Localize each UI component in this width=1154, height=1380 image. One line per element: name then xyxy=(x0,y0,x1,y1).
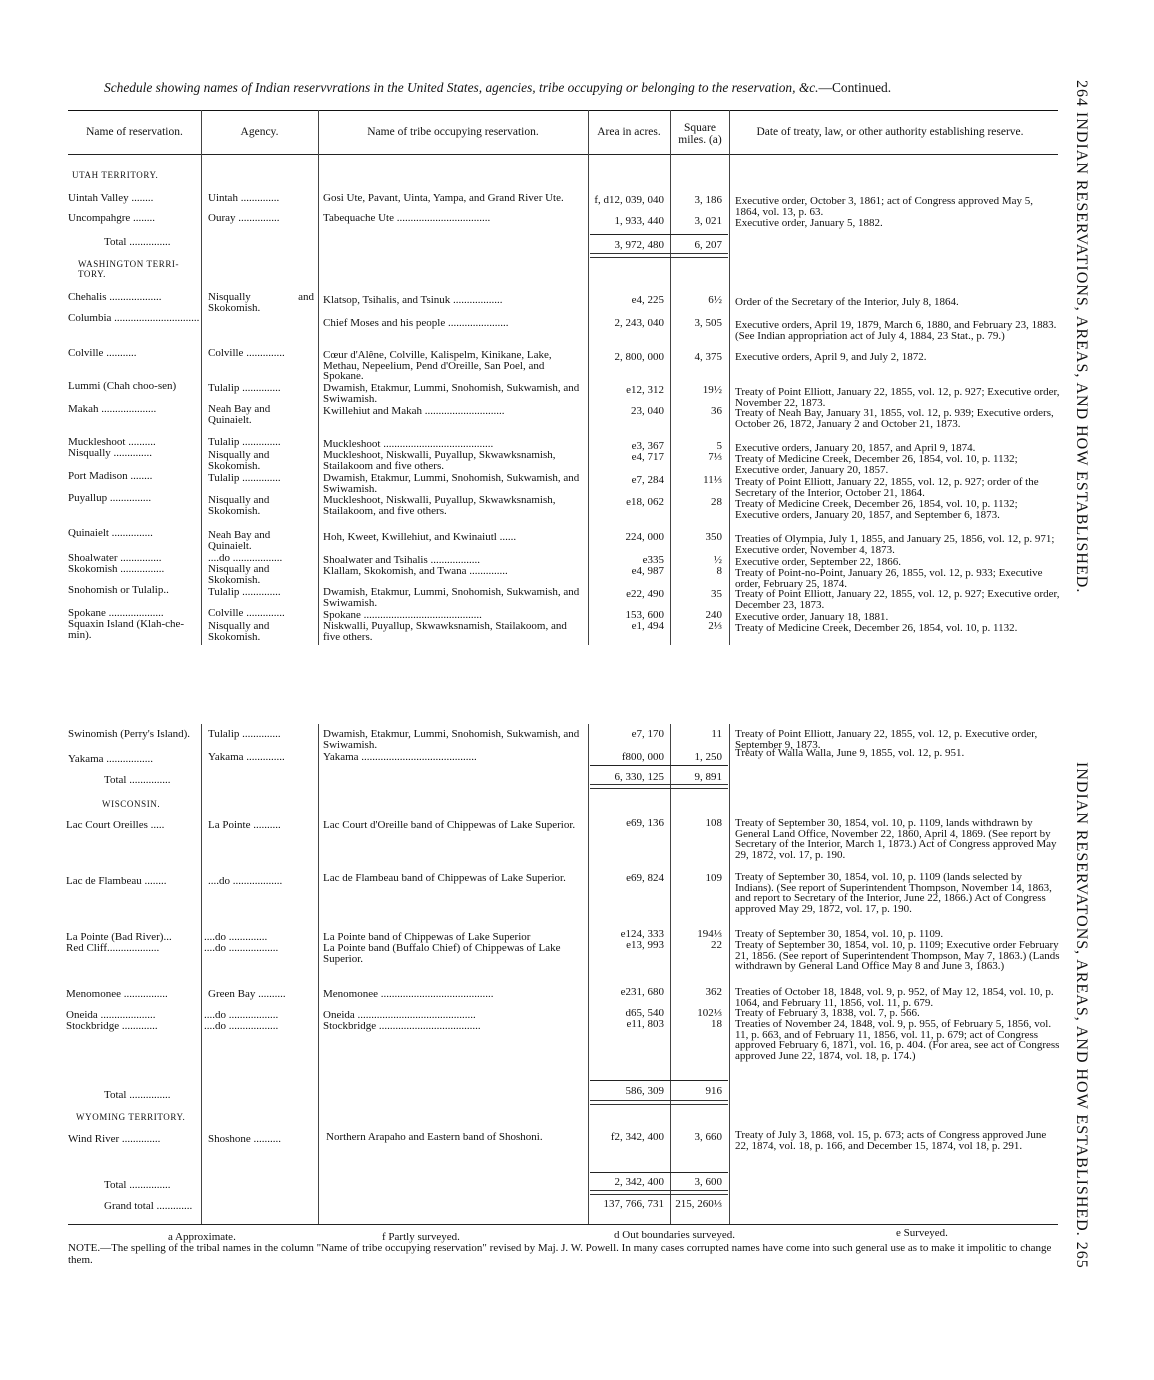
area-acres: e18, 062 xyxy=(626,496,664,508)
tribe: Oneida ........................................... xyxy=(323,1009,476,1021)
square-miles: 1, 250 xyxy=(694,751,722,763)
agency: ....do .................. xyxy=(204,1020,279,1032)
tribe: Dwamish, Etakmur, Lummi, Snohomish, Sukwamish, and Swiwamish. xyxy=(323,728,580,751)
tribe: Muckleshoot, Niskwalli, Puyallup, Skwawksnamish, Stailakoom, and five others. xyxy=(323,494,556,517)
square-miles: 3, 186 xyxy=(694,194,722,206)
reservation-name: Puyallup ............... xyxy=(68,492,152,504)
section-header-utah: UTAH TERRITORY. xyxy=(72,170,159,180)
reservation-name: Uintah Valley ........ xyxy=(68,192,154,204)
square-miles: 240 xyxy=(705,609,722,621)
square-miles-total: 916 xyxy=(705,1085,722,1097)
agency: Uintah .............. xyxy=(208,192,280,204)
header-rule xyxy=(68,154,1058,155)
area-acres: 224, 000 xyxy=(625,531,664,543)
tribe: Menomonee ......................................... xyxy=(323,988,494,1000)
section-header-washington: WASHINGTON TERRI- TORY. xyxy=(78,259,180,279)
reservation-name: Columbia ............................... xyxy=(68,312,200,324)
square-miles: 3, 660 xyxy=(694,1131,722,1143)
total-label: Total ............... xyxy=(104,1089,171,1101)
reservation-name: Menomonee ................ xyxy=(66,988,168,1000)
square-miles: 8 xyxy=(716,565,722,577)
tribe: Kwillehiut and Makah ............................. xyxy=(323,405,505,417)
agency: La Pointe .......... xyxy=(208,819,281,831)
area-acres: 2, 800, 000 xyxy=(614,351,664,363)
total-label: Total ............... xyxy=(104,774,171,786)
area-total: 6, 330, 125 xyxy=(614,771,664,783)
col-divider xyxy=(318,110,319,645)
col-header-area: Area in acres. xyxy=(597,126,661,138)
agency: Ouray ............... xyxy=(208,212,280,224)
reservation-name: Red Cliff................... xyxy=(66,942,160,954)
tribe: Muckleshoot ........................................ xyxy=(323,438,494,450)
authority: Order of the Secretary of the Interior, July 8, 1864. xyxy=(735,296,959,308)
authority: Treaty of July 3, 1868, vol. 15, p. 673; acts of Congress approved June 22, 1874, vol. 18, p. 166, and December 15, 1874, vol 18, p. 291. xyxy=(735,1129,1047,1152)
reservation-name: Colville ........... xyxy=(68,347,137,359)
authority: Treaty of Medicine Creek, December 26, 1854, vol. 10, p. 1132; Executive orders, January 20, 1857, and September 6, 1873. xyxy=(735,498,1018,521)
reservation-name: La Pointe (Bad River)... xyxy=(66,931,172,943)
area-acres: e124, 333 xyxy=(620,928,664,940)
square-miles: 4, 375 xyxy=(694,351,722,363)
area-acres: e3, 367 xyxy=(631,440,664,452)
reservation-name: Lac de Flambeau ........ xyxy=(66,875,167,887)
total-double-rule xyxy=(590,784,728,789)
agency: Nisqually and Skokomish. xyxy=(208,563,270,586)
authority: Treaty of Medicine Creek, December 26, 1854, vol. 10, p. 1132. xyxy=(735,622,1018,634)
square-miles: 3, 021 xyxy=(694,215,722,227)
agency: Shoshone .......... xyxy=(208,1133,282,1145)
agency: Nisqually and Skokomish. xyxy=(208,494,270,517)
authority: Treaties of November 24, 1848, vol. 9, p. 955, of February 5, 1856, vol. 11, p. 663, and of February 11, 1856, vol. 11, p. 679; act of Congress approved February 6, 1871, vol. 16, p. 404. (For area, see act of Congress approved June 22, 1874, vol. 18, p. 174.) xyxy=(735,1018,1060,1062)
running-head-top: 264 INDIAN RESERVATIONS, AREAS, AND HOW ESTABLISHED. xyxy=(1073,80,1090,594)
authority: Treaty of Walla Walla, June 9, 1855, vol. 12, p. 951. xyxy=(735,747,965,759)
square-miles: 11 xyxy=(711,728,722,740)
area-acres: 1, 933, 440 xyxy=(614,215,664,227)
square-miles-total: 3, 600 xyxy=(694,1176,722,1188)
authority: Treaty of September 30, 1854, vol. 10, p. 1109, lands withdrawn by General Land Office, November 22, 1860, April 4, 1869. (See report by Secretary of the Interior, March 1, 1873.) Act of Congress approved May 29, 1872, vol. 17, p. 190. xyxy=(735,817,1057,861)
area-acres: 153, 600 xyxy=(625,609,664,621)
area-acres: e12, 312 xyxy=(626,384,664,396)
tribe: La Pointe band of Chippewas of Lake Superior xyxy=(323,931,531,943)
authority: Treaty of Neah Bay, January 31, 1855, vol. 12, p. 939; Executive orders, October 26, 1872, January 2 and October 21, 1873. xyxy=(735,407,1054,430)
section-header-wisconsin: WISCONSIN. xyxy=(102,799,161,809)
tribe: Northern Arapaho and Eastern band of Shoshoni. xyxy=(326,1131,543,1143)
agency: Tulalip .............. xyxy=(208,436,281,448)
tribe: Hoh, Kweet, Kwillehiut, and Kwinaiutl ...... xyxy=(323,531,517,543)
square-miles-grand-total: 215, 260⅓ xyxy=(675,1198,722,1210)
table-bottom-rule xyxy=(68,1224,1058,1225)
section-header-wyoming: WYOMING TERRITORY. xyxy=(76,1112,186,1122)
area-acres: e4, 717 xyxy=(631,451,664,463)
square-miles: 7⅓ xyxy=(708,451,722,463)
total-label: Total ............... xyxy=(104,1179,171,1191)
square-miles: 35 xyxy=(711,588,722,600)
footnote-f: f Partly surveyed. xyxy=(382,1231,460,1243)
authority: Treaties of October 18, 1848, vol. 9, p. 952, of May 12, 1854, vol. 10, p. 1064, and February 11, 1856, vol. 11, p. 679. xyxy=(735,986,1054,1009)
area-acres: e4, 987 xyxy=(631,565,664,577)
authority: Treaty of September 30, 1854, vol. 10, p. 1109; Executive order February 21, 1856. (See report of Superintendent Thompson, May 7, 1863.) (Lands withdrawn by General Land Office May 8 and June 3, 1863.) xyxy=(735,939,1060,972)
tribe: Chief Moses and his people ...................... xyxy=(323,317,509,329)
area-acres: e231, 680 xyxy=(620,986,664,998)
square-miles: 18 xyxy=(711,1018,722,1030)
square-miles: 36 xyxy=(711,405,722,417)
authority: Treaty of Point Elliott, January 22, 1855, vol. 12, p. 927; order of the Secretary of the Interior, October 21, 1864. xyxy=(735,476,1039,499)
col-header-name: Name of reservation. xyxy=(86,126,183,138)
agency: Neah Bay and Quinaielt. xyxy=(208,529,271,552)
square-miles: 19½ xyxy=(702,384,722,396)
authority: Treaties of Olympia, July 1, 1855, and January 25, 1856, vol. 12, p. 971; Executive order, November 4, 1873. xyxy=(735,533,1055,556)
caption-continued: —Continued. xyxy=(818,80,892,95)
tribe: Klallam, Skokomish, and Twana .............. xyxy=(323,565,508,577)
square-miles: 5 xyxy=(716,440,722,452)
area-acres: 23, 040 xyxy=(631,405,664,417)
tribe: Spokane ........................................... xyxy=(323,609,482,621)
area-acres: e13, 993 xyxy=(626,939,664,951)
table-top-rule xyxy=(68,110,1058,111)
reservation-name: Snohomish or Tulalip.. xyxy=(68,584,169,596)
total-rule xyxy=(590,1080,728,1081)
tribe: Gosi Ute, Pavant, Uinta, Yampa, and Grand River Ute. xyxy=(323,192,564,204)
reservation-name: Port Madison ........ xyxy=(68,470,153,482)
authority: Treaty of February 3, 1838, vol. 7, p. 566. xyxy=(735,1007,920,1019)
agency: Tulalip .............. xyxy=(208,382,281,394)
reservation-name: Squaxin Island (Klah-che-min). xyxy=(68,618,185,641)
square-miles: 194⅓ xyxy=(697,928,722,940)
square-miles: ½ xyxy=(713,554,722,566)
reservation-name: Uncompahgre ........ xyxy=(68,212,156,224)
total-rule xyxy=(590,1172,728,1173)
square-miles: 350 xyxy=(705,531,722,543)
spelling-note: NOTE.—The spelling of the tribal names in the column "Name of tribe occupying reservation" revised by Maj. J. W. Powell. In many cases corrupted names have come into such general use as to make it impolitic to change them. xyxy=(68,1242,1052,1266)
authority: Treaty of Point-no-Point, January 26, 1855, vol. 12, p. 933; Executive order, February 25, 1874. xyxy=(735,567,1043,590)
square-miles: 109 xyxy=(705,872,722,884)
agency: Tulalip .............. xyxy=(208,728,281,740)
reservation-name: Swinomish (Perry's Island). xyxy=(68,728,191,740)
tribe: Dwamish, Etakmur, Lummi, Snohomish, Sukwamish, and Swiwamish. xyxy=(323,382,580,405)
total-double-rule xyxy=(590,253,728,258)
square-miles-total: 9, 891 xyxy=(694,771,722,783)
tribe: Klatsop, Tsihalis, and Tsinuk .................. xyxy=(323,294,503,306)
tribe: Tabequache Ute .................................. xyxy=(323,212,491,224)
col-divider xyxy=(588,724,589,1224)
agency: ....do .................. xyxy=(208,552,283,564)
agency: ....do .................. xyxy=(208,875,283,887)
authority: Executive orders, April 9, and July 2, 1872. xyxy=(735,351,927,363)
tribe: Muckleshoot, Niskwalli, Puyallup, Skwawksnamish, Stailakoom and five others. xyxy=(323,449,556,472)
square-miles: 3, 505 xyxy=(694,317,722,329)
area-acres: f800, 000 xyxy=(621,751,664,763)
total-double-rule xyxy=(590,1100,728,1105)
agency: Tulalip .............. xyxy=(208,586,281,598)
area-acres: e22, 490 xyxy=(626,588,664,600)
tribe: Dwamish, Etakmur, Lummi, Snohomish, Sukwamish, and Swiwamish. xyxy=(323,472,580,495)
col-header-tribe: Name of tribe occupying reservation. xyxy=(367,126,539,138)
authority: Treaty of Point Elliott, January 22, 1855, vol. 12, p. 927; Executive order, November 22, 1873. xyxy=(735,386,1060,409)
reservation-name: Lummi (Chah choo-sen) xyxy=(68,380,177,392)
reservation-name: Stockbridge ............. xyxy=(66,1020,158,1032)
agency: Tulalip .............. xyxy=(208,472,281,484)
total-double-rule xyxy=(590,1190,728,1195)
area-total: 3, 972, 480 xyxy=(614,239,664,251)
area-acres: e7, 284 xyxy=(631,474,664,486)
area-acres: e4, 225 xyxy=(631,294,664,306)
tribe: Shoalwater and Tsihalis .................. xyxy=(323,554,480,566)
area-acres: e7, 170 xyxy=(631,728,664,740)
footnote-d: d Out boundaries surveyed. xyxy=(614,1229,735,1241)
caption-text: Schedule showing names of Indian reservvrations in the United States, agencies, tribe occupying or belonging to the reservation, &c. xyxy=(104,80,819,95)
square-miles: 108 xyxy=(705,817,722,829)
grand-total-label: Grand total ............. xyxy=(104,1200,193,1212)
authority: Treaty of September 30, 1854, vol. 10, p. 1109 (lands selected by Indians). (See report of Superintendent Thompson, November 14, 1863, and report to Secretary of the Interior, June 22, 1866.) Act of Congress approved May 29, 1872, vol. 17, p. 190. xyxy=(735,871,1052,915)
agency: ....do .................. xyxy=(204,942,279,954)
authority: Executive order, January 18, 1881. xyxy=(735,611,889,623)
total-rule xyxy=(590,765,728,766)
tribe: Lac de Flambeau band of Chippewas of Lake Superior. xyxy=(323,872,566,884)
agency: Colville .............. xyxy=(208,347,285,359)
agency: Nisqually and Skokomish. xyxy=(208,620,270,643)
footnote-a: a Approximate. xyxy=(168,1231,236,1243)
agency: ....do .............. xyxy=(204,931,268,943)
area-acres: f, d12, 039, 040 xyxy=(594,194,664,206)
agency: ....do .................. xyxy=(204,1009,279,1021)
col-divider xyxy=(729,110,730,645)
agency: Neah Bay and Quinaielt. xyxy=(208,403,271,426)
table-caption xyxy=(104,80,1034,96)
reservation-name: Quinaielt ............... xyxy=(68,527,153,539)
reservation-name: Spokane .................... xyxy=(68,607,164,619)
area-acres: d65, 540 xyxy=(625,1007,664,1019)
tribe: Cœur d'Alêne, Colville, Kalispelm, Kinikane, Lake, Methau, Nepeelium, Pend d'Oreille, San Poel, and Spokane. xyxy=(323,349,552,382)
square-miles: 11⅓ xyxy=(703,474,722,486)
reservation-name: Oneida .................... xyxy=(66,1009,156,1021)
authority: Executive order, January 5, 1882. xyxy=(735,217,883,229)
reservation-name: Lac Court Oreilles ..... xyxy=(66,819,165,831)
tribe: Yakama .......................................... xyxy=(323,751,477,763)
col-divider xyxy=(670,724,671,1224)
tribe: Dwamish, Etakmur, Lummi, Snohomish, Sukwamish, and Swiwamish. xyxy=(323,586,580,609)
col-header-agency: Agency. xyxy=(240,126,279,138)
square-miles: 102⅓ xyxy=(697,1007,722,1019)
col-divider xyxy=(318,724,319,1224)
area-grand-total: 137, 766, 731 xyxy=(603,1198,664,1210)
authority: Executive order, October 3, 1861; act of Congress approved May 5, 1864, vol. 13, p. 63. xyxy=(735,195,1033,218)
square-miles: 2⅓ xyxy=(708,620,722,632)
area-acres: e69, 824 xyxy=(626,872,664,884)
footnote-e: e Surveyed. xyxy=(896,1227,948,1239)
reservation-name: Skokomish ................ xyxy=(68,563,165,575)
authority: Treaty of September 30, 1854, vol. 10, p. 1109. xyxy=(735,928,944,940)
area-acres: e1, 494 xyxy=(631,620,664,632)
total-label: Total ............... xyxy=(104,236,171,248)
area-total: 586, 309 xyxy=(625,1085,664,1097)
col-divider xyxy=(201,110,202,645)
reservation-name: Nisqually .............. xyxy=(68,447,153,459)
square-miles: 362 xyxy=(705,986,722,998)
square-miles: 6½ xyxy=(708,294,722,306)
col-divider xyxy=(729,724,730,1224)
area-acres: e335 xyxy=(642,554,664,566)
reservation-name: Makah .................... xyxy=(68,403,157,415)
reservation-name: Chehalis ................... xyxy=(68,291,162,303)
reservation-name: Shoalwater ............... xyxy=(68,552,162,564)
running-head-bottom: INDIAN RESERVATONS, AREAS, AND HOW ESTABLISHED. 265 xyxy=(1073,762,1090,1269)
authority: Treaty of Point Elliott, January 22, 1855, vol. 12, p. Executive order, September 9, 1873. xyxy=(735,728,1038,751)
col-header-date: Date of treaty, law, or other authority establishing reserve. xyxy=(756,126,1024,138)
total-rule xyxy=(590,234,728,235)
agency: Yakama .............. xyxy=(208,751,285,763)
authority: Executive orders, January 20, 1857, and April 9, 1874. xyxy=(735,442,976,454)
tribe: La Pointe band (Buffalo Chief) of Chippewas of Lake Superior. xyxy=(323,942,561,965)
tribe: Niskwalli, Puyallup, Skwawksnamish, Stailakoom, and five others. xyxy=(323,620,567,643)
col-header-sqmi: Square miles. (a) xyxy=(678,122,722,146)
square-miles-total: 6, 207 xyxy=(694,239,722,251)
area-total: 2, 342, 400 xyxy=(614,1176,664,1188)
authority: Treaty of Medicine Creek, December 26, 1854, vol. 10, p. 1132; Executive order, January 20, 1857. xyxy=(735,453,1018,476)
square-miles: 22 xyxy=(711,939,722,951)
authority: Executive orders, April 19, 1879, March 6, 1880, and February 23, 1883. (See Indian appropriation act of July 4, 1884, 23 Stat., p. 79.) xyxy=(735,319,1057,342)
tribe: Stockbridge ..................................... xyxy=(323,1020,481,1032)
area-acres: e69, 136 xyxy=(626,817,664,829)
reservation-name: Yakama ................. xyxy=(68,753,154,765)
reservation-name: Wind River .............. xyxy=(68,1133,161,1145)
area-acres: e11, 803 xyxy=(626,1018,664,1030)
agency: Nisqually and Skokomish. xyxy=(208,291,314,314)
area-acres: f2, 342, 400 xyxy=(610,1131,664,1143)
square-miles: 28 xyxy=(711,496,722,508)
tribe: Lac Court d'Oreille band of Chippewas of Lake Superior. xyxy=(323,819,576,831)
authority: Treaty of Point Elliott, January 22, 1855, vol. 12, p. 927; Executive order, December 23, 1873. xyxy=(735,588,1060,611)
area-acres: 2, 243, 040 xyxy=(614,317,664,329)
authority: Executive order, September 22, 1866. xyxy=(735,556,902,568)
reservation-name: Muckleshoot .......... xyxy=(68,436,156,448)
agency: Colville .............. xyxy=(208,607,285,619)
agency: Nisqually and Skokomish. xyxy=(208,449,270,472)
agency: Green Bay .......... xyxy=(208,988,286,1000)
